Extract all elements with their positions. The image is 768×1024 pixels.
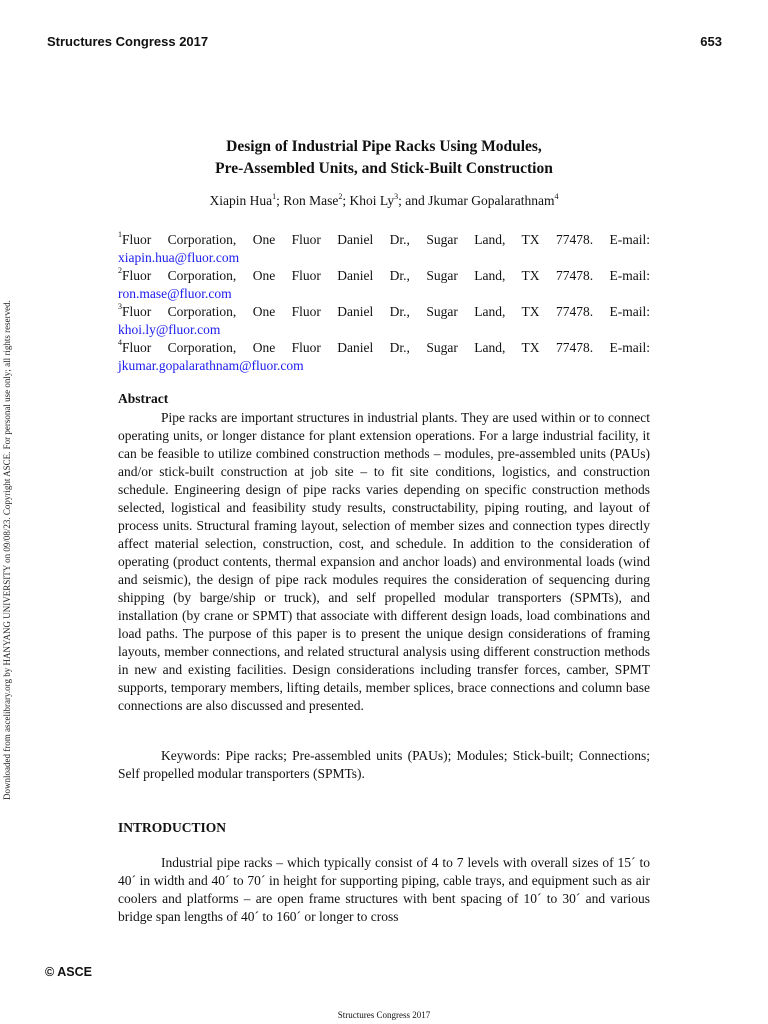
affiliation-text: Fluor Corporation, One Fluor Daniel Dr., Sugar Land, TX 77478. E-mail: [122, 232, 650, 247]
introduction-heading: INTRODUCTION [118, 820, 227, 835]
abstract-heading: Abstract [118, 391, 169, 406]
author-separator: ; and [398, 193, 429, 208]
author-sup: 3 [394, 192, 399, 201]
abstract-body: Pipe racks are important structures in industrial plants. They are used within or to connect operating units, or longer distance for plant extension operations. For a large industrial facility, it can be feasible to utilize combined construction methods – modules, pre-assembled units (PAUs) and/or stick-built construction at job site – to fit site conditions, logistics, and construction schedule. Engineering design of pipe racks varies depending on specific construction methods selected, logistical and feasibility study results, constructability, piping routing, and layout of process units. Structural framing layout, selection of member sizes and connection types directly affect material selection, construction, cost, and schedule. In addition to the consideration of operating (product contents, thermal expansion and anchor loads) and environmental loads (wind and seismic), the design of pipe rack modules requires the consideration of sequencing during shipping (by barge/ship or truck), and self propelled modular transporters (SPMTs), and installation (by crane or SPMT) that associate with different design loads, load combinations and load paths. The purpose of this paper is to present the unique design considerations of framing layouts, member connections, and related structural analysis using different construction methods in new and existing facilities. Design considerations including transfer forces, camber, SPMT supports, temporary members, lifting details, member splices, brace connections and column base connections are also discussed and presented. [118, 410, 650, 713]
email-link[interactable]: khoi.ly@fluor.com [118, 322, 221, 337]
affiliation-text: Fluor Corporation, One Fluor Daniel Dr., Sugar Land, TX 77478. E-mail: [122, 340, 650, 355]
download-notice: Downloaded from ascelibrary.org by HANYANG UNIVERSITY on 09/08/23. Copyright ASCE. For personal use only; all rights reserved. [2, 300, 12, 800]
affiliation-sup: 1 [118, 230, 122, 239]
author-name: Khoi Ly [349, 193, 395, 208]
page-footer: Structures Congress 2017 [337, 1010, 431, 1020]
affiliation [118, 231, 650, 267]
affiliation-sup: 4 [118, 338, 122, 347]
email-link[interactable]: ron.mase@fluor.com [118, 286, 232, 301]
author-name: Ron Mase [283, 193, 339, 208]
affiliation [118, 267, 650, 303]
affiliation-sup: 3 [118, 302, 122, 311]
author-sup: 4 [554, 192, 559, 201]
affiliation-text: Fluor Corporation, One Fluor Daniel Dr., Sugar Land, TX 77478. E-mail: [122, 268, 650, 283]
affiliation [118, 303, 650, 339]
email-link[interactable]: jkumar.gopalarathnam@fluor.com [118, 358, 304, 373]
title-line-1: Design of Industrial Pipe Racks Using Modules, [226, 138, 542, 155]
copyright-notice: © ASCE [45, 965, 92, 979]
author-name: Jkumar Gopalarathnam [428, 193, 555, 208]
email-link[interactable]: xiapin.hua@fluor.com [118, 250, 240, 265]
author-name: Xiapin Hua [209, 193, 273, 208]
author-sup: 2 [338, 192, 343, 201]
page-number: 653 [700, 34, 722, 49]
author-sup: 1 [272, 192, 277, 201]
affiliation-sup: 2 [118, 266, 122, 275]
running-header-journal: Structures Congress 2017 [47, 34, 209, 49]
title-line-2: Pre-Assembled Units, and Stick-Built Construction [215, 160, 553, 177]
author-separator: ; [276, 193, 284, 208]
keywords: Keywords: Pipe racks; Pre-assembled units (PAUs); Modules; Stick-built; Connections; Self propelled modular transporters (SPMTs). [118, 748, 650, 781]
author-separator: ; [342, 193, 350, 208]
affiliation [118, 339, 650, 375]
affiliation-text: Fluor Corporation, One Fluor Daniel Dr., Sugar Land, TX 77478. E-mail: [122, 304, 650, 319]
author-list [0, 193, 768, 209]
paper-title [0, 136, 768, 180]
affiliations [118, 231, 650, 375]
introduction-body: Industrial pipe racks – which typically consist of 4 to 7 levels with overall sizes of 15´ to 40´ in width and 40´ to 70´ in height for supporting piping, cable trays, and equipment such as air coolers and platforms – are open frame structures with bent spacing of 10´ to 30´ and various bridge span lengths of 40´ to 160´ or longer to cross [118, 855, 650, 924]
